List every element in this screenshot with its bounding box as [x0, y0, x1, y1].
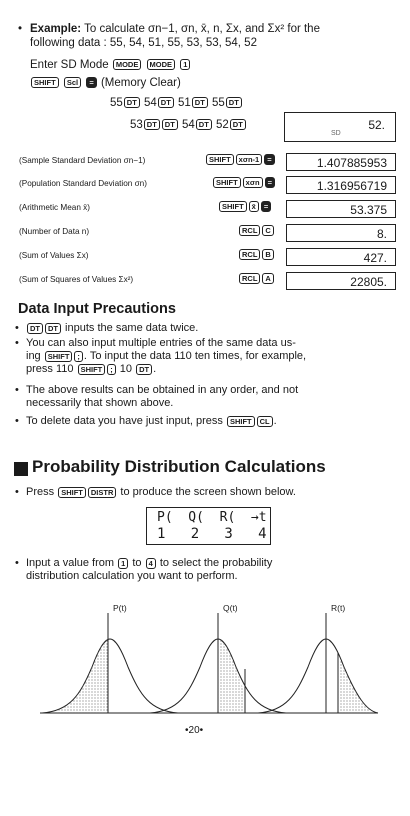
enter-sd-text: Enter SD Mode: [30, 59, 109, 71]
result-label: (Sample Standard Deviation σn−1): [19, 156, 146, 165]
section-square-icon: [14, 462, 28, 476]
b-key: B: [262, 249, 273, 260]
precaution-2: • You can also input multiple entries of the same data us- ing SHIFT ; . To input the data 110 ten times, for example, press 110 SHIFT ; 10 DT .: [26, 337, 396, 376]
result-display: 22805.: [286, 272, 396, 290]
display-first: [284, 112, 396, 142]
precaution-4: • To delete data you have just input, press SHIFT CL .: [26, 415, 396, 428]
dt-key: DT: [230, 119, 246, 130]
result-keys: [212, 177, 276, 188]
shift-key: SHIFT: [206, 154, 234, 165]
graph-p: [40, 613, 180, 713]
display-value: 52.: [368, 118, 385, 132]
graph-r: [258, 613, 378, 713]
shift-key: SHIFT: [213, 177, 241, 188]
result-keys: [238, 225, 275, 236]
graph-r-label: R(t): [331, 603, 346, 613]
enter-sd-line: [30, 58, 191, 72]
result-display: 53.375: [286, 200, 396, 218]
distr-screen-top: P( Q( R( →t: [157, 510, 267, 525]
distr-screen: [146, 507, 271, 545]
mode-key: MODE: [113, 59, 142, 70]
precaution-1: • DT DT inputs the same data twice.: [26, 322, 198, 335]
graph-q-label: Q(t): [223, 603, 238, 613]
result-keys: [205, 154, 276, 165]
cl-key: CL: [257, 416, 273, 427]
prob-bullet-1: • Press SHIFT DISTR to produce the screen shown below.: [26, 486, 396, 499]
rcl-key: RCL: [239, 225, 260, 236]
c-key: C: [262, 225, 273, 236]
distr-screen-bottom: 1 2 3 4: [157, 526, 267, 542]
dt-key: DT: [124, 97, 140, 108]
dt-key: DT: [196, 119, 212, 130]
result-keys: [218, 201, 272, 212]
equals-key: =: [261, 201, 271, 212]
prob-bullet-2: • Input a value from 1 to 4 to select the probability distribution calculation you want to perform.: [26, 557, 396, 583]
shift-key: SHIFT: [219, 201, 247, 212]
mem-clear-text: (Memory Clear): [100, 77, 181, 89]
result-display: 1.407885953: [286, 153, 396, 171]
graph-p-label: P(t): [113, 603, 127, 613]
data-row-1: 55 DT 54 DT 51 DT 55 DT: [110, 96, 243, 110]
probability-title: Probability Distribution Calculations: [32, 457, 326, 476]
example-text: [30, 22, 400, 50]
equals-key: =: [265, 177, 275, 188]
result-label: (Sum of Squares of Values Σx²): [19, 275, 134, 284]
a-key: A: [262, 273, 273, 284]
equals-key: =: [86, 77, 96, 88]
distr-key: DISTR: [88, 487, 117, 498]
sigma-n1-key: xσn-1: [236, 154, 263, 165]
result-label: (Number of Data n): [19, 227, 90, 236]
mem-clear-line: [30, 76, 181, 90]
result-label: (Population Standard Deviation σn): [19, 179, 147, 188]
shift-key: SHIFT: [31, 77, 59, 88]
precautions-title: Data Input Precautions: [18, 301, 176, 317]
dt-key: DT: [158, 97, 174, 108]
result-label: (Sum of Values Σx): [19, 251, 89, 260]
scl-key: Scl: [64, 77, 81, 88]
result-display: 427.: [286, 248, 396, 266]
sd-indicator: SD: [331, 130, 341, 137]
example-label: Example:: [30, 23, 82, 35]
result-display: 8.: [286, 224, 396, 242]
result-keys: [238, 273, 275, 284]
graph-q: [150, 613, 286, 713]
mode-key: MODE: [147, 59, 176, 70]
page-number: •20•: [185, 725, 204, 736]
precaution-3: • The above results can be obtained in any order, and not necessarily that shown above.: [26, 384, 396, 410]
equals-key: =: [264, 154, 274, 165]
dt-key: DT: [162, 119, 178, 130]
result-keys: [238, 249, 275, 260]
dt-key: DT: [192, 97, 208, 108]
example-line1: To calculate σn−1, σn, x̄, n, Σx, and Σx² for the: [81, 23, 320, 35]
data-row-2: 53 DT DT 54 DT 52 DT: [130, 118, 247, 132]
rcl-key: RCL: [239, 249, 260, 260]
dt-key: DT: [144, 119, 160, 130]
mean-key: x̄: [249, 201, 259, 212]
semicolon-key: ;: [74, 351, 83, 362]
example-bullet: •: [18, 23, 23, 35]
result-display: 1.316956719: [286, 176, 396, 194]
dt-key: DT: [226, 97, 242, 108]
example-line2: following data : 55, 54, 51, 55, 53, 53, 54, 52: [30, 37, 257, 49]
rcl-key: RCL: [239, 273, 260, 284]
result-label: (Arithmetic Mean x̄): [19, 203, 90, 212]
distribution-graphs: [40, 595, 380, 720]
one-key: 1: [180, 59, 190, 70]
sigma-n-key: xσn: [243, 177, 263, 188]
